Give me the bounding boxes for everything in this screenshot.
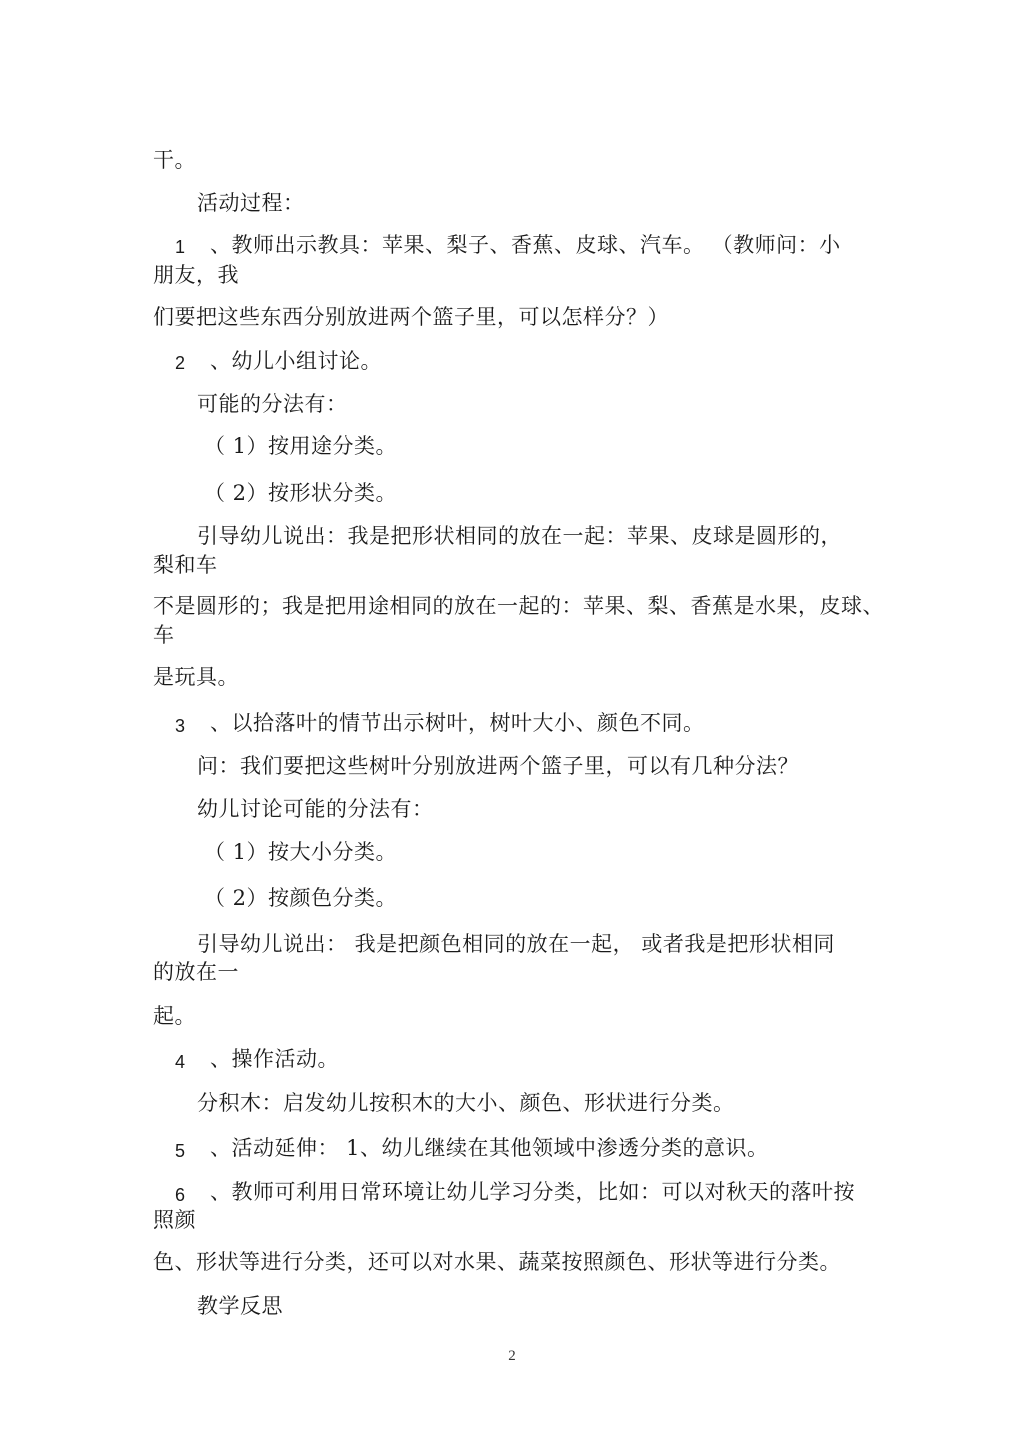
step-6-text-cont: 色、形状等进行分类，还可以对水果、蔬菜按照颜色、形状等进行分类。 <box>153 1250 841 1274</box>
step-2-text: 、幼儿小组讨论。 <box>210 349 382 373</box>
step-number-5: 5 <box>175 1141 186 1161</box>
page-number: 2 <box>508 1348 516 1364</box>
method-by-shape: （ 2）按形状分类。 <box>204 481 398 505</box>
guide-text-2-wrap: 的放在一 <box>153 960 239 984</box>
heading-teaching-reflection: 教学反思 <box>197 1294 283 1318</box>
guide-text-1-wrap: 梨和车 <box>153 553 218 577</box>
discussion-label: 幼儿讨论可能的分法有： <box>197 797 434 821</box>
step-6-text-wrap: 照颜 <box>153 1208 196 1232</box>
step-number-3: 3 <box>175 716 186 736</box>
step-number-4: 4 <box>175 1052 186 1072</box>
block-sorting-text: 分积木：启发幼儿按积木的大小、颜色、形状进行分类。 <box>197 1091 735 1115</box>
heading-activity-process: 活动过程： <box>197 191 305 215</box>
guide-text-1: 引导幼儿说出：我是把形状相同的放在一起：苹果、皮球是圆形的， <box>197 524 842 548</box>
guide-text-2: 引导幼儿说出： 我是把颜色相同的放在一起， 或者我是把形状相同 <box>197 932 835 956</box>
possible-methods-label: 可能的分法有： <box>197 392 348 416</box>
step-6-text: 、教师可利用日常环境让幼儿学习分类，比如：可以对秋天的落叶按 <box>210 1180 855 1204</box>
step-1-text-wrap: 朋友，我 <box>153 263 239 287</box>
step-3-text: 、以拾落叶的情节出示树叶，树叶大小、颜色不同。 <box>210 711 705 735</box>
step-4-text: 、操作活动。 <box>210 1047 339 1071</box>
method-by-use: （ 1）按用途分类。 <box>204 434 398 458</box>
guide-text-2-end: 起。 <box>153 1004 196 1028</box>
step-number-6: 6 <box>175 1185 186 1205</box>
step-number-1: 1 <box>175 237 186 257</box>
text-line-gan: 干。 <box>153 148 196 172</box>
step-number-2: 2 <box>175 353 186 373</box>
guide-text-1-cont-wrap: 车 <box>153 623 175 647</box>
guide-text-1-cont: 不是圆形的；我是把用途相同的放在一起的：苹果、梨、香蕉是水果，皮球、 <box>153 594 884 618</box>
method-by-color: （ 2）按颜色分类。 <box>204 886 398 910</box>
question-text: 问：我们要把这些树叶分别放进两个篮子里，可以有几种分法？ <box>197 754 799 778</box>
guide-text-1-end: 是玩具。 <box>153 665 239 689</box>
method-by-size: （ 1）按大小分类。 <box>204 840 398 864</box>
step-1-text: 、教师出示教具：苹果、梨子、香蕉、皮球、汽车。 （教师问：小 <box>210 233 841 257</box>
step-1-text-cont: 们要把这些东西分别放进两个篮子里，可以怎样分？） <box>153 305 669 329</box>
step-5-text: 、活动延伸： 1、幼儿继续在其他领域中渗透分类的意识。 <box>210 1136 769 1160</box>
